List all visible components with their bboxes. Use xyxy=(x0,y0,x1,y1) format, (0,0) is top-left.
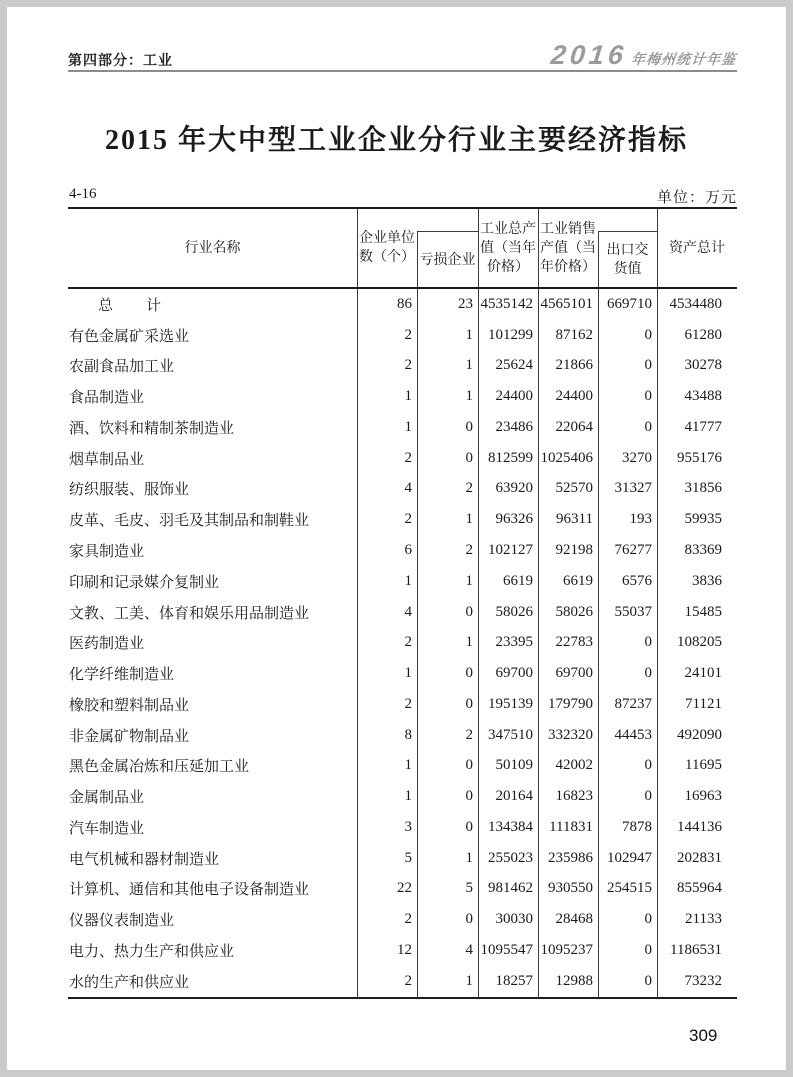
value-cell: 61280 xyxy=(684,326,722,343)
industry-name: 橡胶和塑料制品业 xyxy=(69,697,190,714)
value-cell: 96326 xyxy=(495,511,533,528)
column-header-gross-output: 工业总产值（当年价格） xyxy=(480,221,536,275)
value-cell: 1 xyxy=(465,326,473,343)
industry-name: 农副食品加工业 xyxy=(69,359,175,376)
value-cell: 7878 xyxy=(622,818,652,835)
unit-label: 单位：万元 xyxy=(656,190,737,206)
value-cell: 59935 xyxy=(684,511,722,528)
table-body xyxy=(68,289,737,997)
value-cell: 3 xyxy=(404,818,412,835)
value-cell: 16823 xyxy=(555,788,593,805)
value-cell: 83369 xyxy=(684,542,722,558)
page-number: 309 xyxy=(689,1026,718,1045)
industry-name: 文教、工美、体育和娱乐用品制造业 xyxy=(69,605,310,622)
value-cell: 4 xyxy=(404,480,412,497)
section-label: 第四部分：工业 xyxy=(68,52,173,68)
value-cell: 669710 xyxy=(607,295,652,312)
industry-name: 纺织服装、服饰业 xyxy=(69,482,190,499)
value-cell: 492090 xyxy=(677,726,722,743)
page-title: 2015 年大中型工业企业分行业主要经济指标 xyxy=(104,125,688,156)
table-row xyxy=(68,935,737,966)
value-cell: 0 xyxy=(465,695,473,712)
value-cell: 3836 xyxy=(692,572,722,589)
value-cell: 195139 xyxy=(488,695,533,712)
value-cell: 0 xyxy=(644,788,652,805)
table-number: 4-16 xyxy=(69,186,97,202)
value-cell: 43488 xyxy=(684,388,722,405)
value-cell: 24101 xyxy=(684,665,722,682)
value-cell: 2 xyxy=(404,449,412,466)
value-cell: 6619 xyxy=(563,572,593,589)
industry-name: 汽车制造业 xyxy=(69,820,145,837)
value-cell: 18257 xyxy=(495,972,533,989)
value-cell: 955176 xyxy=(677,449,722,466)
value-cell: 4565101 xyxy=(540,295,593,312)
value-cell: 1095547 xyxy=(480,941,533,958)
header-divider xyxy=(417,231,418,287)
value-cell: 6576 xyxy=(622,572,652,589)
value-cell: 0 xyxy=(644,326,652,343)
value-cell: 0 xyxy=(644,634,652,651)
industry-name: 水的生产和供应业 xyxy=(69,974,190,991)
value-cell: 2 xyxy=(465,726,473,743)
value-cell: 69700 xyxy=(555,665,593,682)
value-cell: 1 xyxy=(465,388,473,405)
industry-name: 电力、热力生产和供应业 xyxy=(69,943,235,960)
value-cell: 981462 xyxy=(488,880,533,897)
table-row xyxy=(68,658,737,689)
industry-name: 食品制造业 xyxy=(69,390,145,407)
value-cell: 144136 xyxy=(677,818,722,835)
value-cell: 71121 xyxy=(685,695,722,712)
industry-name: 黑色金属冶炼和压延加工业 xyxy=(69,759,250,776)
value-cell: 1 xyxy=(404,572,412,589)
column-divider xyxy=(657,289,658,997)
value-cell: 12988 xyxy=(555,972,593,989)
value-cell: 42002 xyxy=(555,757,593,774)
value-cell: 1 xyxy=(465,634,473,651)
value-cell: 2 xyxy=(404,634,412,651)
value-cell: 1186531 xyxy=(670,941,722,958)
value-cell: 31856 xyxy=(684,480,722,497)
value-cell: 23486 xyxy=(495,418,533,435)
value-cell: 87162 xyxy=(555,326,593,343)
value-cell: 2 xyxy=(465,480,473,497)
value-cell: 31327 xyxy=(614,480,652,497)
table-row xyxy=(68,566,737,597)
table-row xyxy=(68,689,737,720)
value-cell: 202831 xyxy=(677,849,722,866)
subcolumn-rule xyxy=(598,231,657,232)
value-cell: 11695 xyxy=(685,757,722,774)
value-cell: 1 xyxy=(465,849,473,866)
industry-name: 有色金属矿采选业 xyxy=(69,328,190,345)
value-cell: 0 xyxy=(465,911,473,928)
value-cell: 1 xyxy=(404,788,412,805)
table-row xyxy=(68,781,737,812)
table-row xyxy=(68,474,737,505)
value-cell: 4534480 xyxy=(669,295,722,312)
value-cell: 24400 xyxy=(495,388,533,405)
statistics-table xyxy=(68,207,737,999)
value-cell: 0 xyxy=(644,418,652,435)
table-row xyxy=(68,874,737,905)
logo-name: 年梅州统计年鉴 xyxy=(630,51,738,67)
value-cell: 930550 xyxy=(548,880,593,897)
column-header-industry: 行业名称 xyxy=(184,240,241,256)
value-cell: 347510 xyxy=(488,726,533,743)
header-divider xyxy=(657,209,658,287)
value-cell: 1 xyxy=(404,388,412,405)
value-cell: 2 xyxy=(404,911,412,928)
value-cell: 235986 xyxy=(548,849,593,866)
value-cell: 193 xyxy=(629,511,652,528)
value-cell: 92198 xyxy=(555,542,593,558)
industry-name: 电气机械和器材制造业 xyxy=(69,851,220,868)
column-divider xyxy=(538,289,539,997)
industry-name: 酒、饮料和精制茶制造业 xyxy=(69,420,235,437)
value-cell: 0 xyxy=(465,418,473,435)
value-cell: 16963 xyxy=(684,788,722,805)
industry-name: 非金属矿物制品业 xyxy=(69,728,190,745)
value-cell: 30030 xyxy=(495,911,533,928)
value-cell: 0 xyxy=(465,757,473,774)
column-divider xyxy=(417,289,418,997)
value-cell: 21866 xyxy=(555,357,593,374)
value-cell: 4 xyxy=(465,941,473,958)
table-row xyxy=(68,750,737,781)
table-row xyxy=(68,966,737,997)
column-header-sales-output: 工业销售产值（当年价格） xyxy=(540,221,596,275)
value-cell: 21133 xyxy=(685,911,722,928)
value-cell: 1 xyxy=(404,665,412,682)
value-cell: 22064 xyxy=(555,418,593,435)
table-row xyxy=(68,535,737,566)
value-cell: 102947 xyxy=(607,849,652,866)
value-cell: 0 xyxy=(644,757,652,774)
industry-name: 总 计 xyxy=(98,297,163,314)
value-cell: 332320 xyxy=(548,726,593,743)
industry-name: 家具制造业 xyxy=(69,544,145,560)
value-cell: 255023 xyxy=(488,849,533,866)
value-cell: 44453 xyxy=(614,726,652,743)
industry-name: 烟草制品业 xyxy=(69,451,145,468)
value-cell: 254515 xyxy=(607,880,652,897)
table-row xyxy=(68,720,737,751)
value-cell: 8 xyxy=(404,726,412,743)
value-cell: 55037 xyxy=(614,603,652,620)
yearbook-logo xyxy=(550,40,739,71)
value-cell: 25624 xyxy=(495,357,533,374)
column-header-enterprise-count: 企业单位数（个） xyxy=(359,231,415,265)
header-divider xyxy=(357,209,358,287)
value-cell: 69700 xyxy=(495,665,533,682)
table-row xyxy=(68,504,737,535)
value-cell: 23 xyxy=(458,295,473,312)
value-cell: 86 xyxy=(397,295,412,312)
industry-name: 仪器仪表制造业 xyxy=(69,913,175,930)
value-cell: 0 xyxy=(465,449,473,466)
value-cell: 50109 xyxy=(495,757,533,774)
value-cell: 179790 xyxy=(548,695,593,712)
value-cell: 1 xyxy=(404,418,412,435)
value-cell: 5 xyxy=(465,880,473,897)
industry-name: 印刷和记录媒介复制业 xyxy=(69,574,220,591)
column-divider xyxy=(598,289,599,997)
value-cell: 812599 xyxy=(488,449,533,466)
column-header-export-delivery: 出口交货值 xyxy=(606,243,649,277)
value-cell: 58026 xyxy=(555,603,593,620)
table-row xyxy=(68,381,737,412)
industry-name: 计算机、通信和其他电子设备制造业 xyxy=(69,882,310,899)
value-cell: 1 xyxy=(404,757,412,774)
value-cell: 1095237 xyxy=(540,941,593,958)
value-cell: 0 xyxy=(465,788,473,805)
value-cell: 1 xyxy=(465,972,473,989)
value-cell: 855964 xyxy=(677,880,722,897)
value-cell: 0 xyxy=(465,603,473,620)
logo-year: 2016 xyxy=(549,40,630,70)
value-cell: 87237 xyxy=(614,695,652,712)
value-cell: 3270 xyxy=(622,449,652,466)
table-row xyxy=(68,412,737,443)
value-cell: 2 xyxy=(404,511,412,528)
value-cell: 0 xyxy=(644,388,652,405)
value-cell: 1 xyxy=(465,511,473,528)
value-cell: 0 xyxy=(644,357,652,374)
table-row xyxy=(68,289,737,320)
table-row xyxy=(68,843,737,874)
subcolumn-rule xyxy=(417,231,478,232)
column-divider xyxy=(478,289,479,997)
value-cell: 28468 xyxy=(555,911,593,928)
column-divider xyxy=(357,289,358,997)
value-cell: 58026 xyxy=(495,603,533,620)
header-divider xyxy=(538,209,539,287)
value-cell: 20164 xyxy=(495,788,533,805)
value-cell: 12 xyxy=(397,941,412,958)
value-cell: 2 xyxy=(465,542,473,558)
table-row xyxy=(68,351,737,382)
column-header-total-assets: 资产总计 xyxy=(669,240,725,256)
value-cell: 2 xyxy=(404,326,412,343)
value-cell: 22 xyxy=(397,880,412,897)
industry-name: 金属制品业 xyxy=(69,790,145,807)
value-cell: 24400 xyxy=(555,388,593,405)
table-row xyxy=(68,320,737,351)
header-divider xyxy=(478,209,479,287)
value-cell: 4535142 xyxy=(480,295,533,312)
value-cell: 0 xyxy=(644,665,652,682)
header-divider xyxy=(598,231,599,287)
value-cell: 2 xyxy=(404,695,412,712)
header-rule xyxy=(68,70,737,72)
table-row xyxy=(68,627,737,658)
value-cell: 6 xyxy=(404,542,412,558)
table-row xyxy=(68,443,737,474)
table-row xyxy=(68,597,737,628)
value-cell: 22783 xyxy=(555,634,593,651)
value-cell: 1 xyxy=(465,572,473,589)
value-cell: 0 xyxy=(465,818,473,835)
value-cell: 23395 xyxy=(495,634,533,651)
value-cell: 1 xyxy=(465,357,473,374)
table-row xyxy=(68,904,737,935)
industry-name: 医药制造业 xyxy=(69,636,145,653)
value-cell: 73232 xyxy=(684,972,722,989)
industry-name: 化学纤维制造业 xyxy=(69,667,175,684)
value-cell: 41777 xyxy=(684,418,722,435)
value-cell: 15485 xyxy=(684,603,722,620)
value-cell: 0 xyxy=(644,911,652,928)
value-cell: 6619 xyxy=(503,572,533,589)
value-cell: 101299 xyxy=(488,326,533,343)
table-header xyxy=(68,209,737,289)
value-cell: 1025406 xyxy=(540,449,593,466)
value-cell: 0 xyxy=(644,972,652,989)
column-header-loss-enterprises: 亏损企业 xyxy=(419,252,476,268)
value-cell: 63920 xyxy=(495,480,533,497)
value-cell: 96311 xyxy=(556,511,593,528)
industry-name: 皮革、毛皮、羽毛及其制品和制鞋业 xyxy=(69,513,310,530)
value-cell: 108205 xyxy=(677,634,722,651)
value-cell: 76277 xyxy=(614,542,652,558)
value-cell: 5 xyxy=(404,849,412,866)
value-cell: 0 xyxy=(644,941,652,958)
value-cell: 2 xyxy=(404,972,412,989)
value-cell: 30278 xyxy=(684,357,722,374)
table-row xyxy=(68,812,737,843)
value-cell: 134384 xyxy=(488,818,533,835)
value-cell: 52570 xyxy=(555,480,593,497)
value-cell: 0 xyxy=(465,665,473,682)
value-cell: 102127 xyxy=(488,542,533,558)
value-cell: 4 xyxy=(404,603,412,620)
value-cell: 2 xyxy=(404,357,412,374)
value-cell: 111831 xyxy=(549,818,593,835)
